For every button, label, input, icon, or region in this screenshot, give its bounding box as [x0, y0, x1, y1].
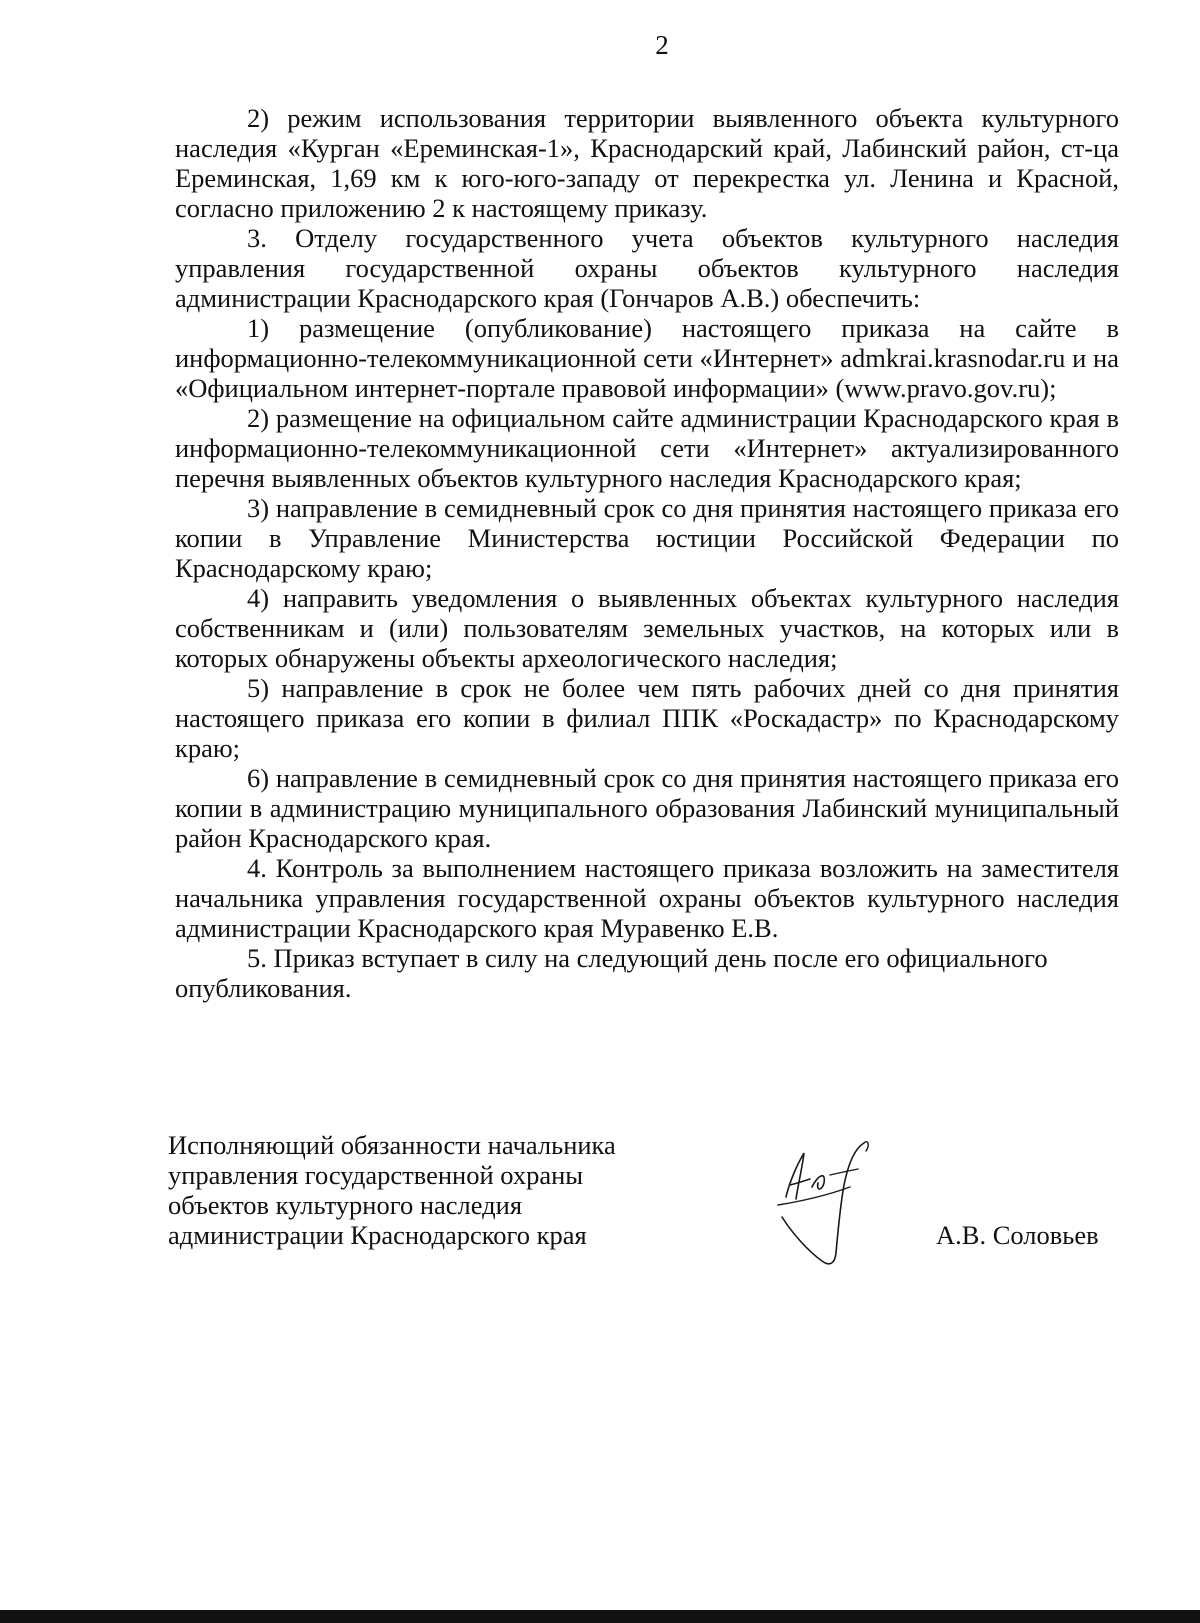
paragraph-item-3-1: 1) размещение (опубликование) настоящего приказа на сайте в информационно-телекоммуникационной сети «Интернет» admkrai.krasnodar.ru и на «Официальном интернет-портале правовой информации» (www.pravo.gov.ru);: [175, 313, 1119, 403]
paragraph-usage-regime: 2) режим использования территории выявленного объекта культурного наследия «Курган «Ереминская-1», Краснодарский край, Лабинский район, ст-ца Ереминская, 1,69 км к юго-юго-западу от перекрестка ул. Ленина и Красной, согласно приложению 2 к настоящему приказу.: [175, 103, 1119, 223]
page-number: 2: [655, 30, 669, 60]
handwritten-signature: [768, 1135, 878, 1270]
paragraph-item-3-5: 5) направление в срок не более чем пять рабочих дней со дня принятия настоящего приказа его копии в филиал ППК «Роскадастр» по Краснодарскому краю;: [175, 673, 1119, 763]
signature-block: [168, 1130, 1128, 1330]
paragraph-item-3-2: 2) размещение на официальном сайте администрации Краснодарского края в информационно-телекоммуникационной сети «Интернет» актуализированного перечня выявленных объектов культурного наследия Краснодарского края;: [175, 403, 1119, 493]
signatory-title: [168, 1130, 616, 1250]
signatory-title-line: Исполняющий обязанности начальника: [168, 1130, 616, 1160]
document-body: [175, 103, 1119, 1003]
paragraph-item-3-6: 6) направление в семидневный срок со дня принятия настоящего приказа его копии в администрацию муниципального образования Лабинский муниципальный район Краснодарского края.: [175, 763, 1119, 853]
signatory-title-line: объектов культурного наследия: [168, 1190, 523, 1220]
paragraph-item-5: 5. Приказ вступает в силу на следующий день после его официального опубликования.: [175, 943, 1048, 1003]
scan-bottom-edge: [0, 1610, 1200, 1623]
paragraph-item-3: 3. Отделу государственного учета объектов культурного наследия управления государственной охраны объектов культурного наследия администрации Краснодарского края (Гончаров А.В.) обеспечить:: [175, 223, 1119, 313]
signatory-name: А.В. Соловьев: [936, 1220, 1099, 1250]
paragraph-item-4: 4. Контроль за выполнением настоящего приказа возложить на заместителя начальника управления государственной охраны объектов культурного наследия администрации Краснодарского края Муравенко Е.В.: [175, 853, 1119, 943]
paragraph-item-3-3: 3) направление в семидневный срок со дня принятия настоящего приказа его копии в Управление Министерства юстиции Российской Федерации по Краснодарскому краю;: [175, 493, 1119, 583]
signatory-title-line: администрации Краснодарского края: [168, 1220, 587, 1250]
signatory-title-line: управления государственной охраны: [168, 1160, 584, 1190]
paragraph-item-3-4: 4) направить уведомления о выявленных объектах культурного наследия собственникам и (или) пользователям земельных участков, на которых или в которых обнаружены объекты археологического наследия;: [175, 583, 1119, 673]
